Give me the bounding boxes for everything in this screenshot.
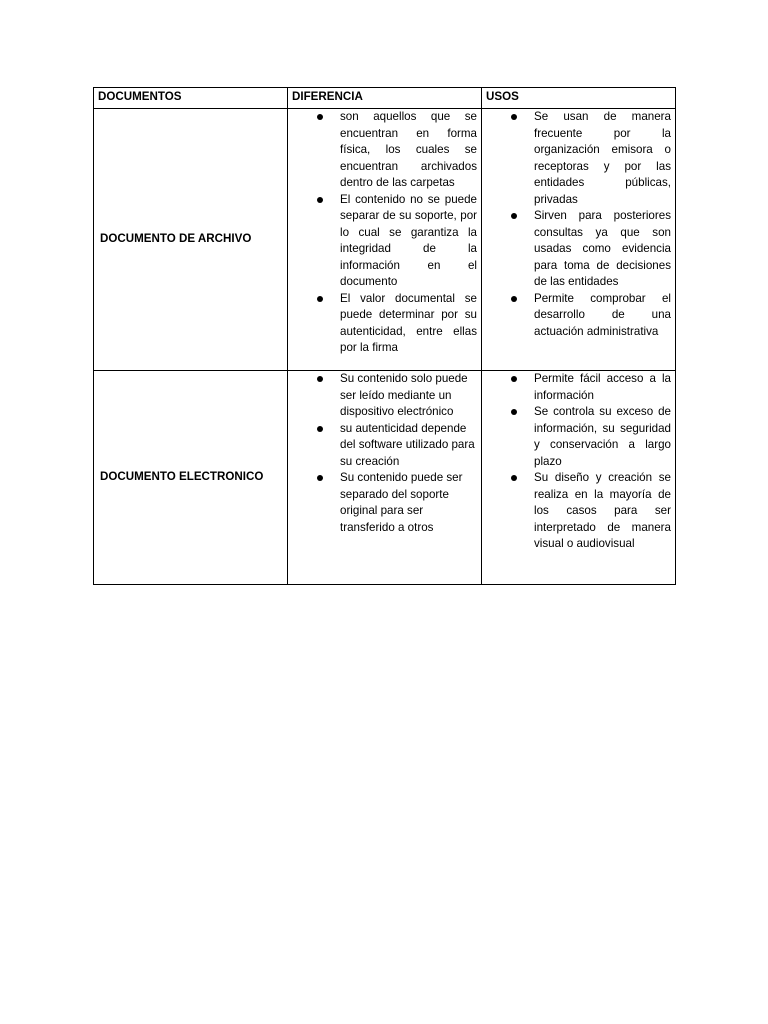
list-item — [292, 291, 477, 357]
diferencia-cell — [288, 109, 482, 371]
list-item — [486, 208, 671, 291]
bullet-icon — [317, 197, 323, 203]
list-item — [486, 371, 671, 404]
list-item-text: Permite comprobar el desarrollo de una actuación administrativa — [534, 291, 671, 338]
usos-list — [486, 371, 671, 553]
list-item — [486, 404, 671, 470]
bullet-icon — [511, 296, 517, 302]
header-usos: USOS — [482, 88, 676, 109]
header-diferencia: DIFERENCIA — [288, 88, 482, 109]
list-item — [292, 109, 477, 192]
list-item-text: El contenido no se puede separar de su soporte, por lo cual se garantiza la integridad de la información en el documento — [340, 192, 477, 288]
bullet-icon — [511, 475, 517, 481]
bullet-icon — [511, 409, 517, 415]
bullet-icon — [317, 296, 323, 302]
list-item-text: Se usan de manera frecuente por la organización emisora o receptoras y por las entidades públicas, privadas — [534, 110, 671, 206]
usos-list — [486, 109, 671, 340]
table-body — [94, 109, 676, 585]
usos-cell — [482, 109, 676, 371]
list-item-text: su autenticidad depende del software utilizado para su creación — [340, 421, 475, 468]
table-row — [94, 109, 676, 371]
list-item — [486, 109, 671, 208]
list-item — [486, 291, 671, 341]
table-row — [94, 371, 676, 585]
list-item-text: Su diseño y creación se realiza en la mayoría de los casos para ser interpretado de manera visual o audiovisual — [534, 471, 671, 550]
header-documentos: DOCUMENTOS — [94, 88, 288, 109]
list-item — [486, 470, 671, 553]
header-row — [94, 88, 676, 109]
list-item — [292, 192, 477, 291]
diferencia-list — [292, 109, 477, 357]
comparison-table — [93, 87, 676, 585]
bullet-icon — [511, 114, 517, 120]
diferencia-cell — [288, 371, 482, 585]
list-item-text: Sirven para posteriores consultas ya que son usadas como evidencia para toma de decisiones de las entidades — [534, 209, 671, 288]
bullet-icon — [317, 426, 323, 432]
list-item — [292, 470, 477, 536]
list-item-text: son aquellos que se encuentran en forma física, los cuales se encuentran archivados dentro de las carpetas — [340, 110, 477, 189]
document-type-cell: DOCUMENTO DE ARCHIVO — [94, 109, 288, 371]
list-item-text: Se controla su exceso de información, su seguridad y conservación a largo plazo — [534, 405, 671, 468]
table-header — [94, 88, 676, 109]
bullet-icon — [511, 376, 517, 382]
bullet-icon — [317, 114, 323, 120]
list-item-text: Permite fácil acceso a la información — [534, 372, 671, 402]
list-item-text: Su contenido puede ser separado del soporte original para ser transferido a otros — [340, 471, 463, 534]
bullet-icon — [511, 213, 517, 219]
list-item — [292, 371, 477, 421]
document-type-cell: DOCUMENTO ELECTRONICO — [94, 371, 288, 585]
bullet-icon — [317, 376, 323, 382]
diferencia-list — [292, 371, 477, 536]
usos-cell — [482, 371, 676, 585]
list-item-text: Su contenido solo puede ser leído mediante un dispositivo electrónico — [340, 372, 468, 418]
list-item — [292, 421, 477, 471]
list-item-text: El valor documental se puede determinar por su autenticidad, entre ellas por la firma — [340, 291, 477, 354]
bullet-icon — [317, 475, 323, 481]
